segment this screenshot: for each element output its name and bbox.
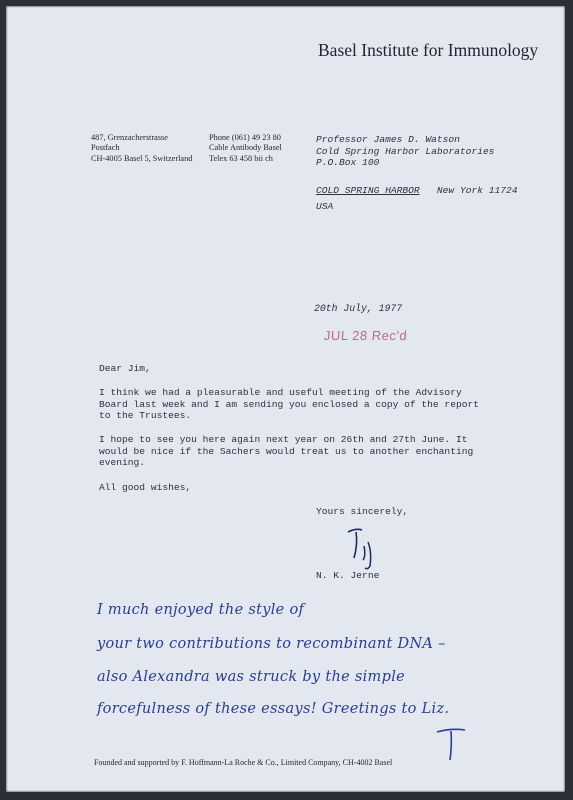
institute-name: Basel Institute for Immunology [318, 40, 539, 60]
institute-contact [209, 133, 282, 164]
address-line: CH-4005 Basel 5, Switzerland [91, 153, 193, 163]
address-line: Postfach [91, 143, 120, 153]
body-paragraph: I think we had a pleasurable and useful meeting of the Advisory Board last week and I am sending you enclosed a copy of the report to the Trustees. [99, 387, 479, 422]
handwritten-line: also Alexandra was struck by the simple [97, 669, 406, 685]
recipient-line: Professor James D. Watson [316, 134, 460, 145]
recipient-city [316, 185, 518, 196]
handwritten-line: I much enjoyed the style of [97, 602, 305, 618]
contact-line: Phone (061) 49 23 80 [209, 133, 281, 142]
recipient-city-name: COLD SPRING HARBOR [316, 185, 420, 196]
address-line: 487, Grenzacherstrasse [91, 133, 168, 142]
recipient-country: USA [316, 201, 334, 212]
signature [336, 522, 386, 572]
closing: Yours sincerely, [316, 506, 409, 517]
recipient-state: New York 11724 [436, 185, 518, 196]
body-paragraph: I hope to see you here again next year on 26th and 27th June. It would be nice if the Sachers would treat us to another enchanting evening. [99, 434, 474, 469]
handwritten-line: your two contributions to recombinant DNA – [97, 636, 446, 652]
greeting: Dear Jim, [99, 363, 151, 374]
handwritten-initial [431, 724, 471, 764]
signer-name: N. K. Jerne [316, 570, 380, 581]
closing-wishes: All good wishes, [99, 482, 192, 493]
contact-line: Telex 63 458 bii ch [209, 153, 273, 163]
contact-line: Cable Antibody Basel [209, 143, 282, 153]
institute-address [91, 133, 192, 164]
received-stamp: JUL 28 Rec'd [323, 328, 408, 343]
handwritten-line: forcefulness of these essays! Greetings to Liz. [97, 701, 450, 717]
recipient-address [316, 134, 494, 169]
letter-date: 20th July, 1977 [314, 303, 403, 314]
letterhead-footer: Founded and supported by F. Hoffmann-La Roche & Co., Limited Company, CH-4002 Basel [94, 758, 393, 767]
recipient-line: Cold Spring Harbor Laboratories [316, 145, 495, 157]
letter-page [6, 6, 565, 792]
recipient-line: P.O.Box 100 [316, 157, 380, 169]
